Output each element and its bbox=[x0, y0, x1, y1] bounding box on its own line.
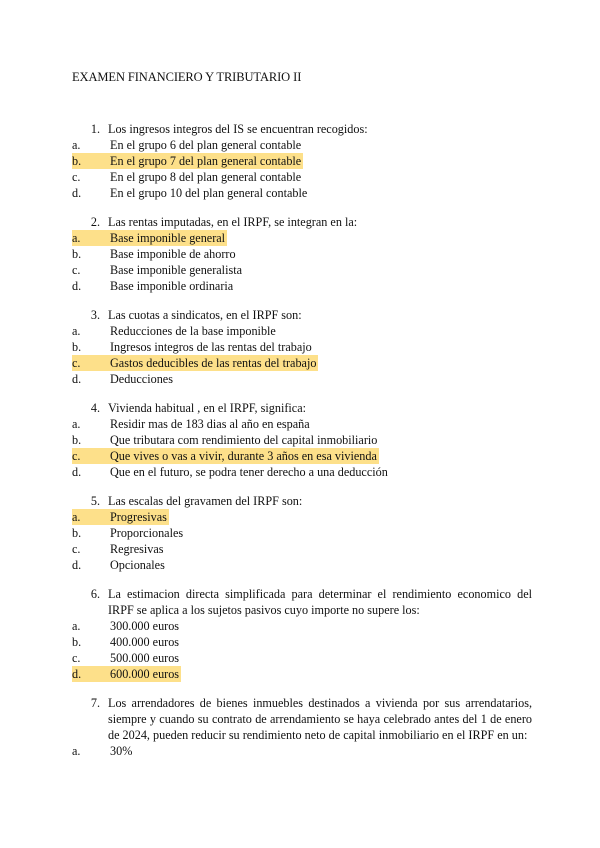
answer-option-highlighted bbox=[72, 448, 532, 464]
option-text: Que tributara com rendimiento del capital inmobiliario bbox=[110, 433, 378, 447]
option-letter: d. bbox=[72, 465, 82, 479]
option-text: En el grupo 7 del plan general contable bbox=[110, 154, 302, 168]
option-text: Progresivas bbox=[110, 510, 167, 524]
answer-option-highlighted bbox=[72, 230, 532, 246]
question-block bbox=[72, 307, 532, 387]
answer-option bbox=[72, 137, 532, 153]
question-header bbox=[72, 121, 532, 137]
option-text: Ingresos integros de las rentas del trabajo bbox=[110, 340, 312, 354]
option-text: Base imponible generalista bbox=[110, 263, 242, 277]
question-header bbox=[72, 400, 532, 416]
option-letter: d. bbox=[72, 558, 82, 572]
question-number: 6. bbox=[90, 587, 100, 601]
question-text: Los ingresos integros del IS se encuentran recogidos: bbox=[108, 122, 368, 136]
option-text: 30% bbox=[110, 744, 133, 758]
document-title: EXAMEN FINANCIERO Y TRIBUTARIO II bbox=[72, 70, 302, 84]
question-block bbox=[72, 586, 532, 682]
option-text: En el grupo 8 del plan general contable bbox=[110, 170, 302, 184]
option-text: Residir mas de 183 dias al año en españa bbox=[110, 417, 310, 431]
option-letter: c. bbox=[72, 170, 81, 184]
question-text: Las rentas imputadas, en el IRPF, se integran en la: bbox=[108, 215, 358, 229]
option-text: Opcionales bbox=[110, 558, 165, 572]
answer-option-highlighted bbox=[72, 355, 532, 371]
option-text: 300.000 euros bbox=[110, 619, 180, 633]
answer-option bbox=[72, 323, 532, 339]
question-block bbox=[72, 400, 532, 480]
option-text: En el grupo 10 del plan general contable bbox=[110, 186, 308, 200]
option-letter: d. bbox=[72, 666, 108, 682]
option-letter: c. bbox=[72, 542, 81, 556]
answer-option-highlighted bbox=[72, 153, 532, 169]
answer-option bbox=[72, 432, 532, 448]
question-text: Vivienda habitual , en el IRPF, significa: bbox=[108, 401, 306, 415]
answer-option-highlighted bbox=[72, 666, 532, 682]
option-text: 400.000 euros bbox=[110, 635, 180, 649]
question-header bbox=[72, 695, 532, 743]
answer-option bbox=[72, 246, 532, 262]
option-text: Deducciones bbox=[110, 372, 173, 386]
question-text: Las escalas del gravamen del IRPF son: bbox=[108, 494, 303, 508]
answer-option bbox=[72, 525, 532, 541]
question-number: 5. bbox=[90, 494, 100, 508]
answer-option bbox=[72, 339, 532, 355]
question-number: 1. bbox=[90, 122, 100, 136]
answer-option bbox=[72, 169, 532, 185]
answer-option bbox=[72, 618, 532, 634]
answer-option bbox=[72, 278, 532, 294]
option-letter: b. bbox=[72, 635, 82, 649]
question-header bbox=[72, 586, 532, 618]
question-number: 7. bbox=[90, 696, 100, 710]
option-letter: b. bbox=[72, 340, 82, 354]
question-text: La estimacion directa simplificada para determinar el rendimiento economico del IRPF se aplica a los sujetos pasivos cuyo importe no supere los: bbox=[108, 587, 532, 617]
option-text: Base imponible de ahorro bbox=[110, 247, 236, 261]
option-letter: a. bbox=[72, 744, 81, 758]
option-text: Base imponible general bbox=[110, 231, 226, 245]
question-number: 3. bbox=[90, 308, 100, 322]
question-text: Las cuotas a sindicatos, en el IRPF son: bbox=[108, 308, 302, 322]
option-letter: a. bbox=[72, 324, 81, 338]
answer-option bbox=[72, 541, 532, 557]
option-letter: d. bbox=[72, 372, 82, 386]
option-text: Regresivas bbox=[110, 542, 164, 556]
question-block bbox=[72, 695, 532, 759]
option-letter: d. bbox=[72, 186, 82, 200]
question-header bbox=[72, 493, 532, 509]
answer-option bbox=[72, 464, 532, 480]
option-letter: a. bbox=[72, 417, 81, 431]
option-text: Base imponible ordinaria bbox=[110, 279, 234, 293]
question-number: 2. bbox=[90, 215, 100, 229]
option-text: Reducciones de la base imponible bbox=[110, 324, 276, 338]
option-letter: b. bbox=[72, 247, 82, 261]
option-letter: d. bbox=[72, 279, 82, 293]
option-letter: b. bbox=[72, 433, 82, 447]
option-letter: a. bbox=[72, 138, 81, 152]
option-text: Que vives o vas a vivir, durante 3 años en esa vivienda bbox=[110, 449, 377, 463]
option-text: Proporcionales bbox=[110, 526, 184, 540]
option-letter: c. bbox=[72, 263, 81, 277]
option-letter: a. bbox=[72, 619, 81, 633]
answer-option bbox=[72, 634, 532, 650]
question-number: 4. bbox=[90, 401, 100, 415]
question-block bbox=[72, 493, 532, 573]
answer-option bbox=[72, 557, 532, 573]
option-letter: c. bbox=[72, 448, 108, 464]
question-header bbox=[72, 307, 532, 323]
option-letter: a. bbox=[72, 509, 108, 525]
question-block bbox=[72, 121, 532, 201]
option-text: En el grupo 6 del plan general contable bbox=[110, 138, 302, 152]
answer-option bbox=[72, 371, 532, 387]
answer-option bbox=[72, 416, 532, 432]
option-letter: b. bbox=[72, 153, 108, 169]
answer-option bbox=[72, 650, 532, 666]
answer-option-highlighted bbox=[72, 509, 532, 525]
question-block bbox=[72, 214, 532, 294]
option-text: Gastos deducibles de las rentas del trabajo bbox=[110, 356, 317, 370]
answer-option bbox=[72, 262, 532, 278]
option-text: 600.000 euros bbox=[110, 667, 180, 681]
option-text: 500.000 euros bbox=[110, 651, 180, 665]
answer-option bbox=[72, 185, 532, 201]
answer-option bbox=[72, 743, 532, 759]
option-letter: c. bbox=[72, 355, 108, 371]
option-text: Que en el futuro, se podra tener derecho a una deducción bbox=[110, 465, 388, 479]
question-text: Los arrendadores de bienes inmuebles destinados a vivienda por sus arrendatarios, siempre y cuando su contrato de arrendamiento se haya celebrado antes del 1 de enero de 2024, pueden reducir su rendimiento neto de capital inmobiliario en el IRPF en un: bbox=[108, 696, 532, 742]
question-list bbox=[72, 121, 532, 772]
question-header bbox=[72, 214, 532, 230]
option-letter: c. bbox=[72, 651, 81, 665]
option-letter: b. bbox=[72, 526, 82, 540]
option-letter: a. bbox=[72, 230, 108, 246]
